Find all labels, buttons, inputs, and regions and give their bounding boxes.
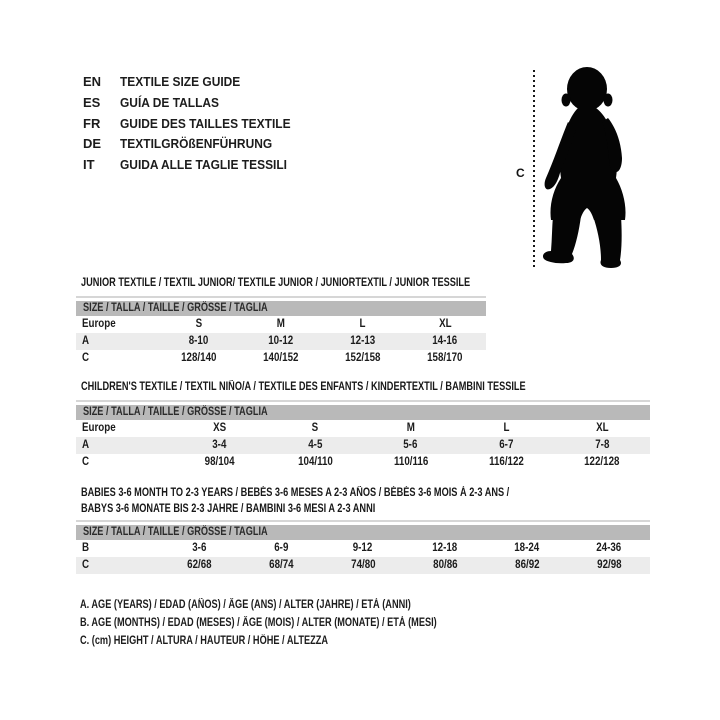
table-row-europe: Europe S M L XL xyxy=(82,318,452,330)
language-code: DE xyxy=(83,136,102,152)
language-label: TEXTILGRÖßENFÜHRUNG xyxy=(120,136,273,152)
language-label: GUIDE DES TAILLES TEXTILE xyxy=(120,115,291,131)
babies-size-table xyxy=(76,540,650,574)
legend-notes xyxy=(80,596,526,650)
junior-textile-section xyxy=(76,277,486,367)
table-row-height: C 128/140 140/152 152/158 158/170 xyxy=(82,352,463,364)
children-size-table xyxy=(76,420,650,471)
table-row-months: B 3-6 6-9 9-12 12-18 18-24 24-36 xyxy=(82,542,622,554)
section-title: JUNIOR TEXTILE / TEXTIL JUNIOR/ TEXTILE JUNIOR / JUNIORTEXTIL / JUNIOR TESSILE xyxy=(81,277,471,289)
divider-line xyxy=(76,296,486,298)
table-row-age: A 8-10 10-12 12-13 14-16 xyxy=(76,333,486,350)
children-textile-section xyxy=(76,381,650,471)
note-height-cm: C. (cm) HEIGHT / ALTURA / HAUTEUR / HÖHE / ALTEZZA xyxy=(80,635,329,647)
divider-line xyxy=(76,520,650,522)
section-title-line1: BABIES 3-6 MONTH TO 2-3 YEARS / BEBÉS 3-6 MESES A 2-3 AÑOS / BÉBÉS 3-6 MOIS À 2-3 ANS / xyxy=(81,487,510,499)
size-header-bar: SIZE / TALLA / TAILLE / GRÖSSE / TAGLIA xyxy=(76,301,486,316)
language-row-fr xyxy=(83,114,305,135)
table-row-height: C 62/68 68/74 74/80 80/86 86/92 92/98 xyxy=(76,557,650,574)
table-row-height: C 98/104 104/110 110/116 116/122 122/128 xyxy=(82,456,620,468)
height-dotted-line xyxy=(533,70,535,268)
note-age-years: A. AGE (YEARS) / EDAD (AÑOS) / ÂGE (ANS) / ALTER (JAHRE) / ETÀ (ANNI) xyxy=(80,599,411,611)
size-header-bar: SIZE / TALLA / TAILLE / GRÖSSE / TAGLIA xyxy=(76,525,650,540)
language-code: FR xyxy=(83,115,101,131)
size-header-bar: SIZE / TALLA / TAILLE / GRÖSSE / TAGLIA xyxy=(76,405,650,420)
babies-textile-section xyxy=(76,485,650,574)
language-row-es xyxy=(83,93,305,114)
section-title-line2: BABYS 3-6 MONATE BIS 2-3 JAHRE / BAMBINI 3-6 MESI A 2-3 ANNI xyxy=(81,503,376,515)
junior-size-table xyxy=(76,316,486,367)
language-code: EN xyxy=(83,74,102,89)
language-label: GUÍA DE TALLAS xyxy=(120,94,220,110)
table-row-age: A 3-4 4-5 5-6 6-7 7-8 xyxy=(76,437,650,454)
note-age-months: B. AGE (MONTHS) / EDAD (MESES) / ÂGE (MOIS) / ALTER (MONATE) / ETÀ (MESI) xyxy=(80,617,437,629)
toddler-silhouette xyxy=(540,66,640,268)
language-code: ES xyxy=(83,94,101,110)
language-label: GUIDA ALLE TAGLIE TESSILI xyxy=(120,157,288,173)
language-code: IT xyxy=(83,157,95,173)
language-row-en xyxy=(83,72,305,93)
language-label: TEXTILE SIZE GUIDE xyxy=(120,74,241,89)
height-measure-label: C xyxy=(516,166,525,180)
table-row-europe: Europe XS S M L XL xyxy=(82,422,609,434)
divider-line xyxy=(76,400,650,402)
language-row-de xyxy=(83,134,305,155)
language-row-it xyxy=(83,155,305,176)
language-legend xyxy=(83,72,305,176)
section-title: CHILDREN'S TEXTILE / TEXTIL NIÑO/A / TEXTILE DES ENFANTS / KINDERTEXTIL / BAMBINI TESSILE xyxy=(81,381,526,393)
